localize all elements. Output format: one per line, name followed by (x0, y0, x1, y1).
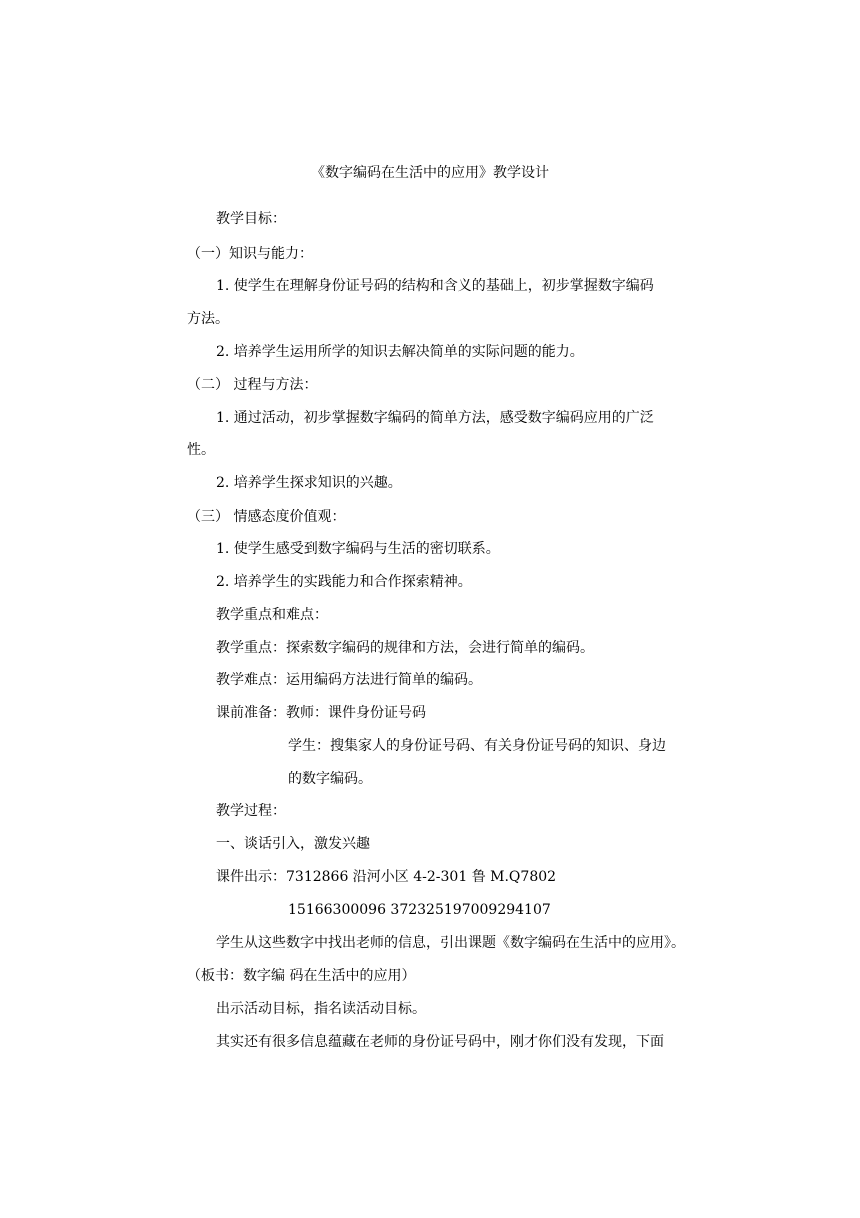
section-1-heading: （一）知识与能力： (187, 246, 313, 262)
difficulty-text: 教学难点：运用编码方法进行简单的编码。 (216, 672, 482, 688)
keypoint-text: 教学重点：探索数字编码的规律和方法，会进行简单的编码。 (216, 640, 594, 656)
goals-heading: 教学目标： (216, 211, 286, 227)
section-2-heading: （二） 过程与方法： (187, 377, 318, 393)
section-2-item-1: 1. 通过活动，初步掌握数字编码的简单方法，感受数字编码应用的广泛 (216, 410, 654, 426)
section-3-heading: （三） 情感态度价值观： (187, 509, 346, 525)
more-info-text: 其实还有很多信息蕴藏在老师的身份证号码中，刚才你们没有发现，下面 (216, 1034, 664, 1050)
section-1-item-2: 2. 培养学生运用所学的知识去解决简单的实际问题的能力。 (216, 344, 584, 360)
step-1-heading: 一、谈话引入，激发兴趣 (216, 836, 370, 852)
section-2-item-1-continued: 性。 (187, 442, 215, 458)
section-3-item-2: 2. 培养学生的实践能力和合作探索精神。 (216, 574, 472, 590)
keypoints-heading: 教学重点和难点： (216, 607, 328, 623)
board-note: （板书：数字编 码在生活中的应用） (187, 968, 416, 984)
prep-student-text: 学生：搜集家人的身份证号码、有关身份证号码的知识、身边 (288, 738, 666, 754)
courseware-line-2: 15166300096 372325197009294107 (288, 902, 551, 918)
intro-text: 学生从这些数字中找出老师的信息，引出课题《数字编码在生活中的应用》。 (216, 935, 685, 951)
prep-teacher-text: 课前准备：教师：课件身份证号码 (216, 705, 426, 721)
section-1-item-1: 1. 使学生在理解身份证号码的结构和含义的基础上，初步掌握数字编码 (216, 278, 654, 294)
process-heading: 教学过程： (216, 803, 286, 819)
prep-student-text-continued: 的数字编码。 (288, 771, 372, 787)
show-goals-text: 出示活动目标，指名读活动目标。 (216, 1001, 426, 1017)
section-3-item-1: 1. 使学生感受到数字编码与生活的密切联系。 (216, 541, 500, 557)
section-2-item-2: 2. 培养学生探求知识的兴趣。 (216, 475, 402, 491)
courseware-line-1: 课件出示：7312866 沿河小区 4-2-301 鲁 M.Q7802 (216, 869, 557, 885)
section-1-item-1-continued: 方法。 (187, 311, 229, 327)
document-title: 《数字编码在生活中的应用》教学设计 (311, 165, 549, 181)
